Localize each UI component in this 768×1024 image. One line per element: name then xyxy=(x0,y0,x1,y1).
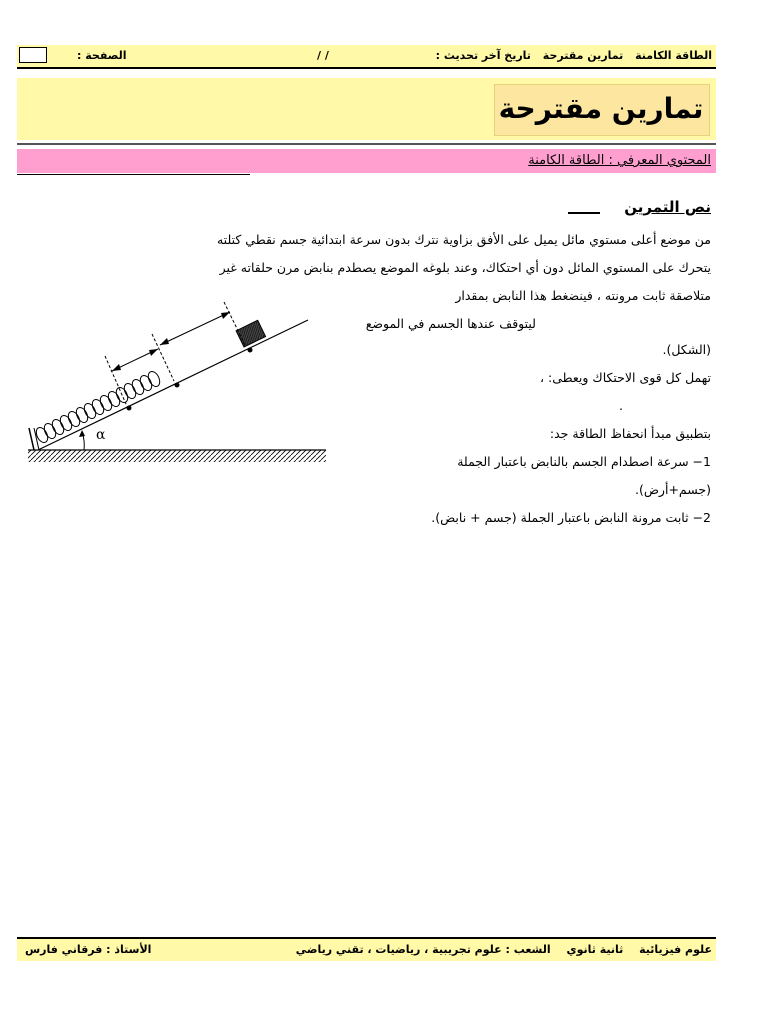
body-line-10: (جسم+أرض). xyxy=(634,482,711,497)
body-line-8: بتطبيق مبدأ انحفاظ الطاقة جد: xyxy=(549,426,711,441)
header-update-label: تاريخ آخر تحديث : xyxy=(435,49,531,62)
exercise-heading: نص التمرين xyxy=(624,198,711,216)
point-compressed xyxy=(127,406,132,411)
content-heading xyxy=(528,153,711,168)
body-line-6: تهمل كل قوى الاحتكاك ويعطى: ، xyxy=(539,370,711,385)
point-contact xyxy=(175,383,180,388)
header-category: تمارين مقترحة xyxy=(542,49,624,62)
arrowhead-2b xyxy=(221,312,230,319)
page-footer xyxy=(17,937,716,961)
footer-subject: علوم فيزيائية xyxy=(639,943,712,956)
header-lesson: الطاقة الكامنة xyxy=(635,49,712,62)
point-start xyxy=(248,348,253,353)
body-line-2: يتحرك على المستوي المائل دون أي احتكاك، وعند بلوغه الموضع يصطدم بنابض مرن حلقاته غير xyxy=(219,260,711,275)
header-page-label: الصفحة : xyxy=(77,49,127,62)
page-number-box xyxy=(19,47,47,63)
title-band-divider xyxy=(17,143,716,145)
arrowhead-2a xyxy=(160,338,169,345)
dash-line-3 xyxy=(224,302,246,347)
footer-right xyxy=(284,943,712,956)
content-underline xyxy=(17,174,250,175)
footer-teacher: الأستاذ : فرقاني فارس xyxy=(25,943,152,956)
body-line-4: ليتوقف عندها الجسم في الموضع xyxy=(365,316,536,331)
angle-label: α xyxy=(96,427,106,443)
footer-streams: الشعب : علوم تجريبية ، رياضيات ، تقني رياضي xyxy=(295,943,551,956)
inclined-plane-figure xyxy=(26,300,336,470)
exercise-heading-dash xyxy=(568,212,600,214)
page-header xyxy=(17,45,716,69)
body-line-7: . xyxy=(619,398,623,413)
content-label: المحتوي المعرفي : xyxy=(608,153,711,168)
header-right xyxy=(428,49,712,62)
arrowhead-1a xyxy=(112,364,121,371)
body-line-3: متلاصقة ثابت مرونته ، فينضغط هذا النابض بمقدار xyxy=(455,288,711,303)
dash-line-2 xyxy=(152,334,174,381)
arrowhead-1b xyxy=(149,349,158,356)
body-line-1: من موضع أعلى مستوي مائل يميل على الأفق بزاوية نترك بدون سرعة ابتدائية جسم نقطي كتلته xyxy=(216,232,711,247)
footer-level: ثانية ثانوي xyxy=(566,943,624,956)
ground-hatch xyxy=(28,450,326,462)
body-line-11: 2− ثابت مرونة النابض باعتبار الجملة (جسم + نابض). xyxy=(431,510,711,525)
header-date: / / xyxy=(317,49,329,62)
incline-surface xyxy=(38,320,308,450)
content-value: الطاقة الكامنة xyxy=(528,153,605,168)
body-line-5: (الشكل). xyxy=(662,342,711,357)
body-line-9: 1− سرعة اصطدام الجسم بالنابض باعتبار الجملة xyxy=(457,454,711,469)
distance-arrow xyxy=(160,312,230,345)
page-title: تمارين مقترحة xyxy=(498,92,704,125)
wall-line xyxy=(29,428,34,450)
angle-arrowhead xyxy=(79,430,85,437)
